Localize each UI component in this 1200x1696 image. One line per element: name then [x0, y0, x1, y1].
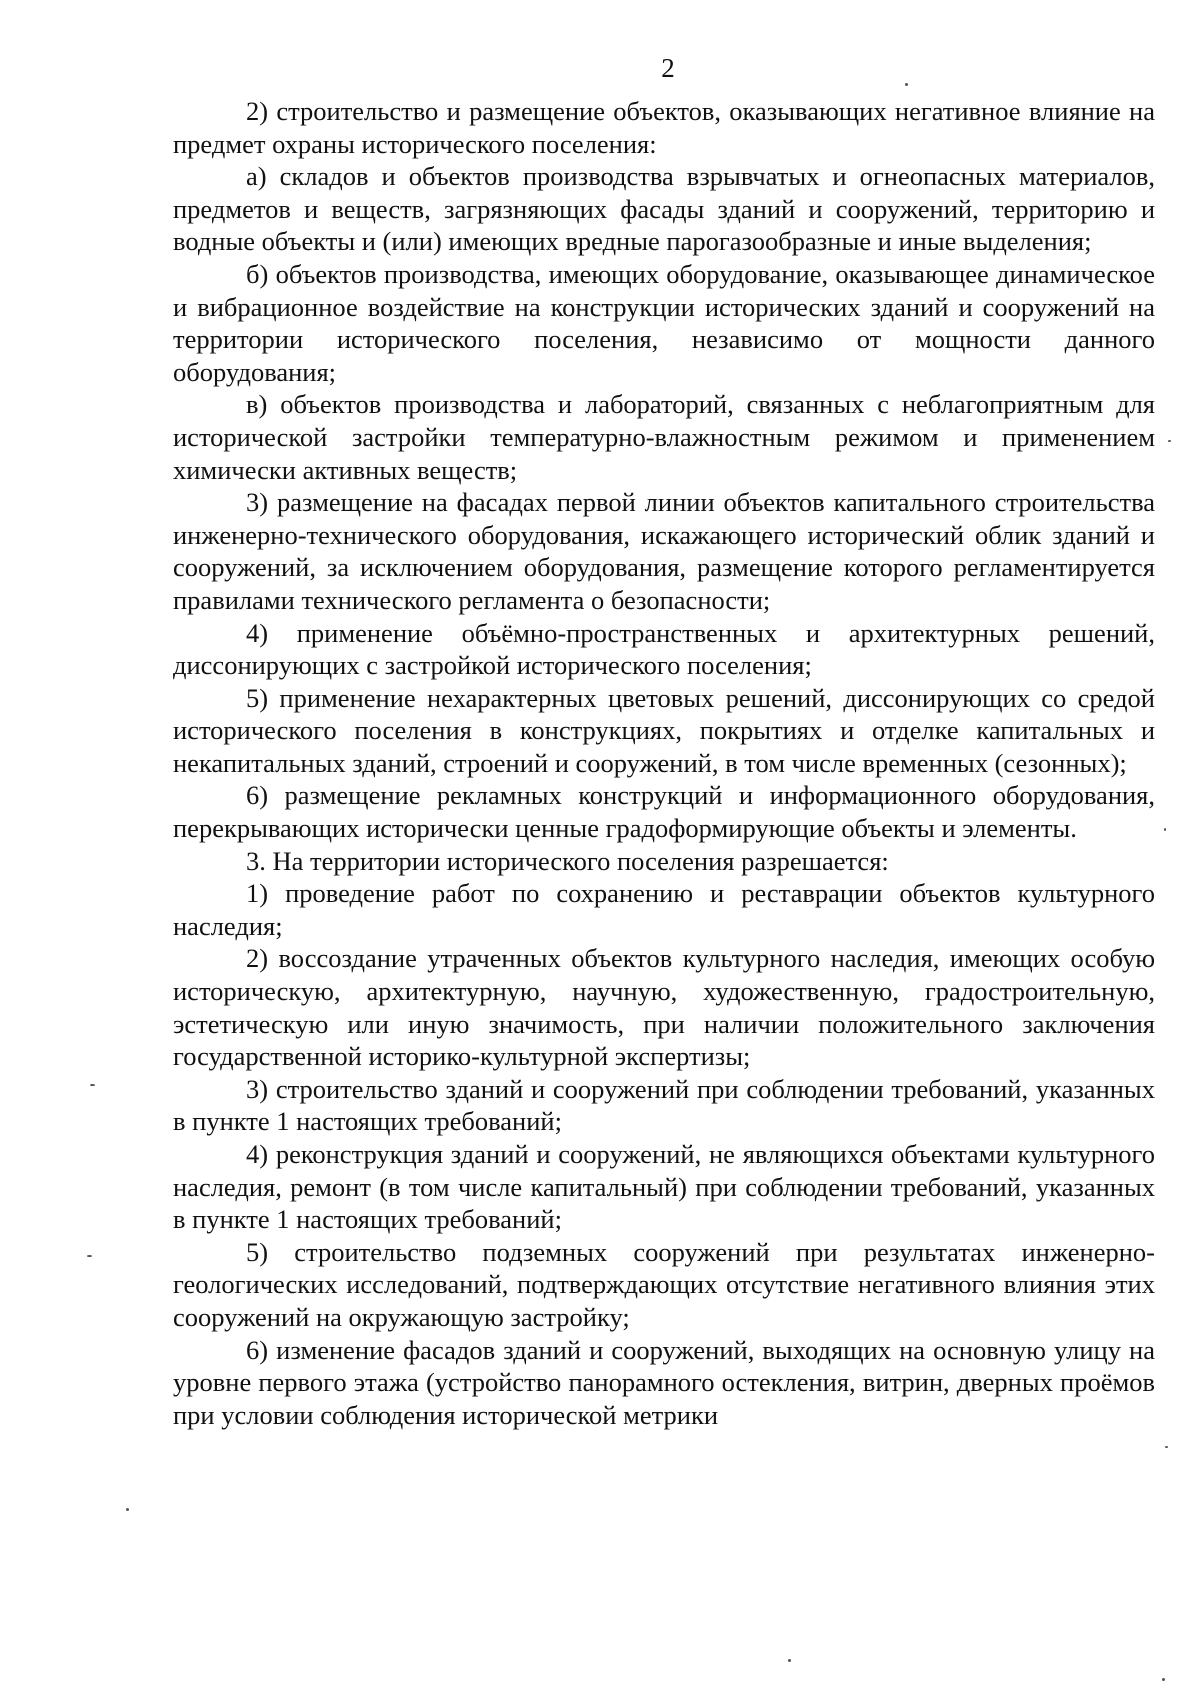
scan-speck	[126, 1508, 129, 1511]
paragraph-2a: а) складов и объектов производства взрывчатых и огнеопасных материалов, предметов и веществ, загрязняющих фасады зданий и сооружений, территорию и водные объекты и (или) имеющих вредные парогазообразные и иные выделения;	[173, 161, 1155, 257]
paragraph-3-1: 1) проведение работ по сохранению и реставрации объектов культурного наследия;	[173, 878, 1155, 941]
document-body	[173, 95, 1155, 1431]
paragraph-3-3: 3) строительство зданий и сооружений при соблюдении требований, указанных в пункте 1 настоящих требований;	[173, 1073, 1155, 1137]
section-3-heading: 3. На территории исторического поселения разрешается:	[246, 845, 889, 876]
scan-speck	[788, 1659, 791, 1662]
paragraph-4-restriction: 4) применение объёмно-пространственных и архитектурных решений, диссонирующих с застройкой исторического поселения;	[173, 617, 1155, 681]
paragraph-3-6: 6) изменение фасадов зданий и сооружений, выходящих на основную улицу на уровне первого этажа (устройство панорамного остекления, витрин, дверных проёмов при условии соблюдения исторической метрики	[173, 1334, 1155, 1430]
paragraph-3-2: 2) воссоздание утраченных объектов культурного наследия, имеющих особую историческую, архитектурную, научную, художественную, градостроительную, эстетическую или иную значимость, при наличии положительного заключения государственной историко-культурной экспертизы;	[173, 943, 1155, 1072]
scan-speck	[1165, 1446, 1168, 1448]
scan-speck	[1162, 1678, 1165, 1681]
paragraph-2b: б) объектов производства, имеющих оборудование, оказывающее динамическое и вибрационное воздействие на конструкции исторических зданий и сооружений на территории исторического поселения, независимо от мощности данного оборудования;	[173, 258, 1155, 387]
paragraph-2v: в) объектов производства и лабораторий, связанных с неблагоприятным для исторической застройки температурно-влажностным режимом и применением химически активных веществ;	[173, 389, 1155, 485]
paragraph-3-4: 4) реконструкция зданий и сооружений, не являющихся объектами культурного наследия, ремонт (в том числе капитальный) при соблюдении требований, указанных в пункте 1 настоящих требований;	[173, 1139, 1155, 1235]
paragraph-6-restriction: 6) размещение рекламных конструкций и информационного оборудования, перекрывающих исторически ценные градоформирующие объекты и элементы.	[173, 780, 1155, 844]
scan-speck	[90, 1084, 95, 1086]
page-number: 2	[661, 53, 675, 83]
paragraph-5-restriction: 5) применение нехарактерных цветовых решений, диссонирующих со средой исторического поселения в конструкциях, покрытиях и отделке капитальных и некапитальных зданий, строений и сооружений, в том числе временных (сезонных);	[173, 682, 1155, 778]
paragraph-3-5: 5) строительство подземных сооружений при результатах инженерно-геологических исследований, подтверждающих отсутствие негативного влияния этих сооружений на окружающую застройку;	[173, 1236, 1155, 1332]
paragraph-2-restriction: 2) строительство и размещение объектов, оказывающих негативное влияние на предмет охраны исторического поселения:	[173, 96, 1155, 159]
scan-speck	[1168, 440, 1171, 442]
paragraph-3-restriction: 3) размещение на фасадах первой линии объектов капитального строительства инженерно-технического оборудования, искажающего исторический облик зданий и сооружений, за исключением оборудования, размещение которого регламентируется правилами технического регламента о безопасности;	[173, 487, 1155, 615]
scan-speck	[1164, 828, 1166, 831]
scan-speck	[905, 83, 908, 86]
scan-speck	[87, 1255, 92, 1257]
